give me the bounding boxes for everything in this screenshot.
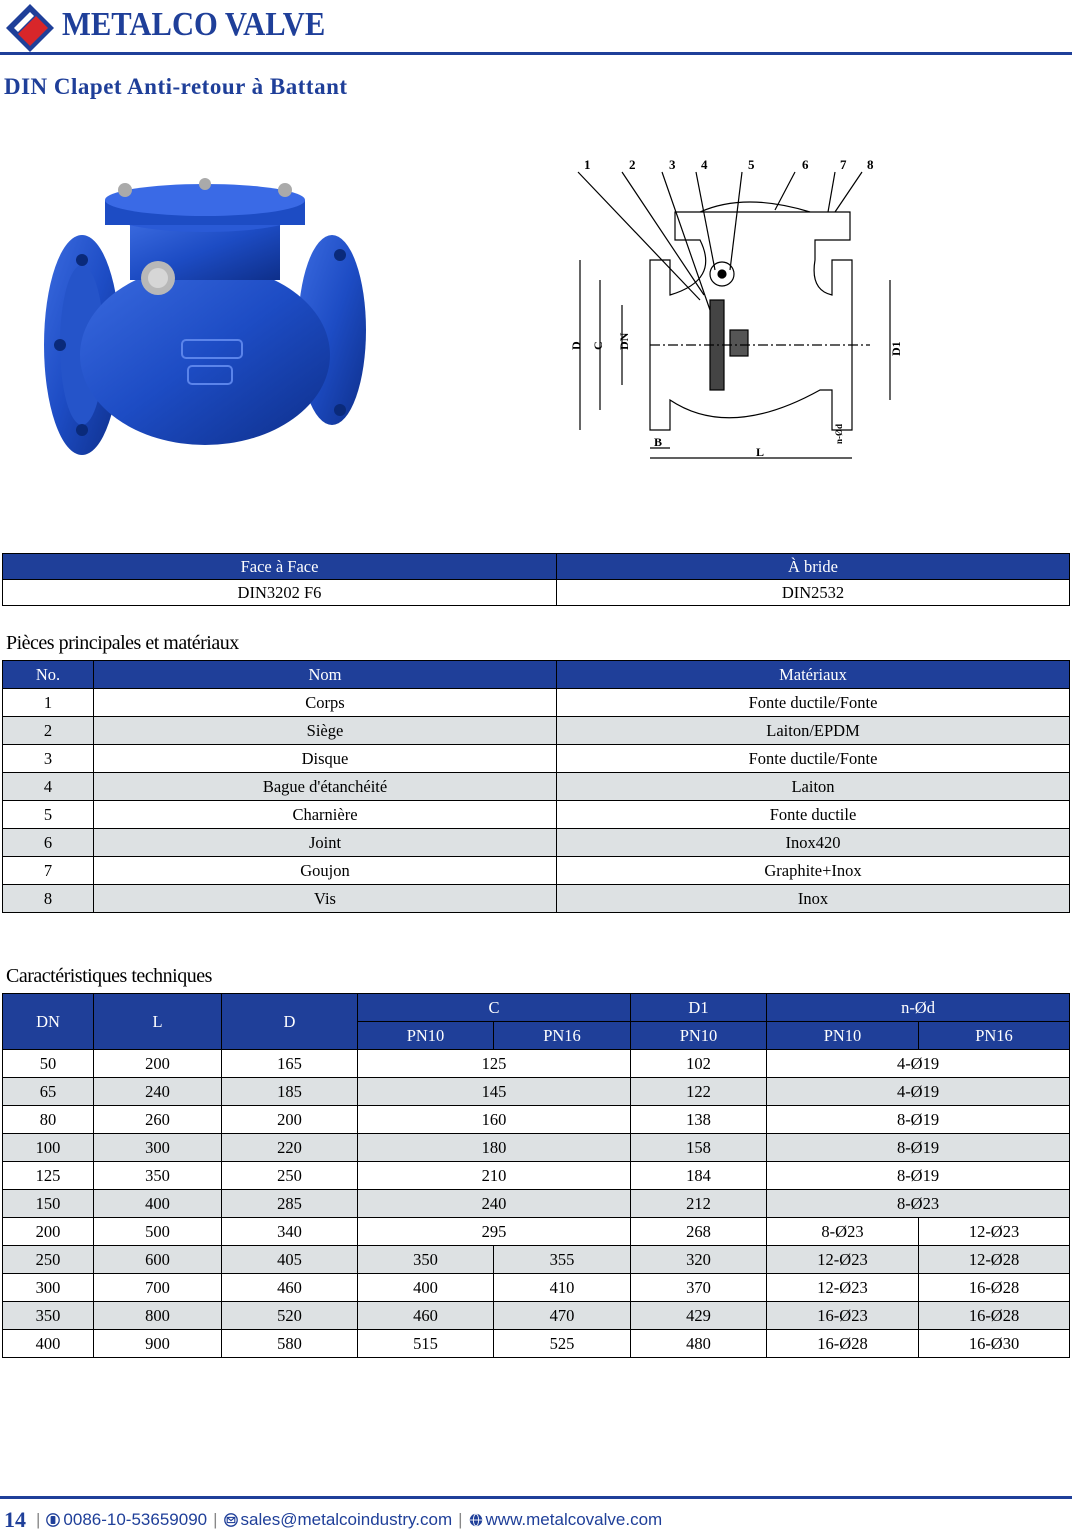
cell-nd-pn10: 16-Ø28 xyxy=(767,1330,919,1358)
cell-d1: 138 xyxy=(631,1106,767,1134)
cell-no: 7 xyxy=(3,857,94,885)
dim-label-dn: DN xyxy=(617,332,631,350)
cell-d: 250 xyxy=(222,1162,358,1190)
cell-d: 220 xyxy=(222,1134,358,1162)
table-row xyxy=(3,689,1070,717)
header-d: D xyxy=(222,994,358,1050)
cell-nd: 8-Ø19 xyxy=(767,1162,1070,1190)
cell-c-pn16: 470 xyxy=(494,1302,631,1330)
cell-material: Fonte ductile/Fonte xyxy=(557,689,1070,717)
dim-label-nd: n-Ød xyxy=(834,423,844,444)
header-nd: n-Ød xyxy=(767,994,1070,1022)
cell-dn: 65 xyxy=(3,1078,94,1106)
page-title: DIN Clapet Anti-retour à Battant xyxy=(4,74,348,99)
cell-nd: 8-Ø19 xyxy=(767,1106,1070,1134)
part-label-1: 1 xyxy=(584,157,591,172)
cell-d1: 158 xyxy=(631,1134,767,1162)
cell-d1: 429 xyxy=(631,1302,767,1330)
cell-material: Fonte ductile/Fonte xyxy=(557,745,1070,773)
standards-table xyxy=(2,553,1070,606)
table-row xyxy=(3,1302,1070,1330)
cell-c-pn16: 525 xyxy=(494,1330,631,1358)
header-materials: Matériaux xyxy=(557,661,1070,689)
cell-nd-pn16: 12-Ø28 xyxy=(919,1246,1070,1274)
cell-c-pn10: 460 xyxy=(358,1302,494,1330)
cell-dn: 200 xyxy=(3,1218,94,1246)
table-row xyxy=(3,1134,1070,1162)
footer-rule xyxy=(0,1496,1072,1499)
table-row xyxy=(3,829,1070,857)
dim-label-d: D xyxy=(569,341,583,350)
specs-heading: Caractéristiques techniques xyxy=(6,965,212,987)
dim-label-d1: D1 xyxy=(889,341,903,356)
cell-d: 580 xyxy=(222,1330,358,1358)
footer-website[interactable]: www.metalcovalve.com xyxy=(485,1510,663,1529)
cell-l: 400 xyxy=(94,1190,222,1218)
cell-c-pn16: 410 xyxy=(494,1274,631,1302)
cell-nd-pn16: 16-Ø28 xyxy=(919,1274,1070,1302)
cell-name: Disque xyxy=(94,745,557,773)
dim-label-l: L xyxy=(756,445,765,459)
cell-l: 900 xyxy=(94,1330,222,1358)
cell-c: 180 xyxy=(358,1134,631,1162)
header-face-to-face: Face à Face xyxy=(3,554,557,580)
cell-dn: 50 xyxy=(3,1050,94,1078)
phone-icon xyxy=(46,1513,60,1527)
cell-no: 5 xyxy=(3,801,94,829)
cell-nd-pn16: 12-Ø23 xyxy=(919,1218,1070,1246)
dim-label-b: B xyxy=(654,435,663,449)
cell-name: Goujon xyxy=(94,857,557,885)
part-label-4: 4 xyxy=(701,157,708,172)
cell-dn: 400 xyxy=(3,1330,94,1358)
cell-dn: 100 xyxy=(3,1134,94,1162)
cell-no: 6 xyxy=(3,829,94,857)
cell-dn: 250 xyxy=(3,1246,94,1274)
table-row xyxy=(3,1218,1070,1246)
cell-l: 260 xyxy=(94,1106,222,1134)
cell-l: 200 xyxy=(94,1050,222,1078)
cell-no: 3 xyxy=(3,745,94,773)
cell-d1: 212 xyxy=(631,1190,767,1218)
cell-d1: 370 xyxy=(631,1274,767,1302)
part-label-6: 6 xyxy=(802,157,809,172)
header-dn: DN xyxy=(3,994,94,1050)
table-row xyxy=(3,1078,1070,1106)
part-label-5: 5 xyxy=(748,157,755,172)
valve-drawing xyxy=(569,150,903,470)
table-row xyxy=(3,1246,1070,1274)
cell-dn: 350 xyxy=(3,1302,94,1330)
cell-c: 210 xyxy=(358,1162,631,1190)
page-number: 14 xyxy=(4,1507,26,1532)
part-label-3: 3 xyxy=(669,157,676,172)
part-label-8: 8 xyxy=(867,157,874,172)
cell-c: 295 xyxy=(358,1218,631,1246)
cell-c-pn10: 400 xyxy=(358,1274,494,1302)
table-row xyxy=(3,745,1070,773)
cell-c-pn10: 515 xyxy=(358,1330,494,1358)
brand-name: METALCO VALVE xyxy=(62,6,326,43)
cell-dn: 150 xyxy=(3,1190,94,1218)
parts-table xyxy=(2,660,1070,913)
cell-nd: 4-Ø19 xyxy=(767,1050,1070,1078)
cell-nd: 8-Ø19 xyxy=(767,1134,1070,1162)
logo-icon xyxy=(4,2,56,54)
cell-c: 240 xyxy=(358,1190,631,1218)
table-row xyxy=(3,1190,1070,1218)
cell-no: 8 xyxy=(3,885,94,913)
cell-no: 1 xyxy=(3,689,94,717)
cell-material: Graphite+Inox xyxy=(557,857,1070,885)
cell-nd: 8-Ø23 xyxy=(767,1190,1070,1218)
cell-c: 125 xyxy=(358,1050,631,1078)
cell-dn: 80 xyxy=(3,1106,94,1134)
cell-nd-pn10: 12-Ø23 xyxy=(767,1246,919,1274)
email-icon xyxy=(224,1513,238,1527)
cell-material: Laiton/EPDM xyxy=(557,717,1070,745)
cell-nd-pn10: 12-Ø23 xyxy=(767,1274,919,1302)
cell-d1: 320 xyxy=(631,1246,767,1274)
sub-c-pn16: PN16 xyxy=(494,1022,631,1050)
table-row xyxy=(3,1050,1070,1078)
table-row xyxy=(3,885,1070,913)
part-label-2: 2 xyxy=(629,157,636,172)
cell-d1: 102 xyxy=(631,1050,767,1078)
sub-nd-pn10: PN10 xyxy=(767,1022,919,1050)
header-d1: D1 xyxy=(631,994,767,1022)
cell-l: 800 xyxy=(94,1302,222,1330)
table-row xyxy=(3,857,1070,885)
cell-d: 460 xyxy=(222,1274,358,1302)
cell-material: Laiton xyxy=(557,773,1070,801)
table-row xyxy=(3,1162,1070,1190)
sub-nd-pn16: PN16 xyxy=(919,1022,1070,1050)
cell-nd-pn16: 16-Ø30 xyxy=(919,1330,1070,1358)
cell-material: Inox xyxy=(557,885,1070,913)
cell-d: 285 xyxy=(222,1190,358,1218)
footer: 14 | 0086-10-53659090 | sales@metalcoindustry.com | www.metalcovalve.com xyxy=(4,1507,663,1532)
cell-d1: 122 xyxy=(631,1078,767,1106)
header-no: No. xyxy=(3,661,94,689)
cell-name: Corps xyxy=(94,689,557,717)
cell-material: Inox420 xyxy=(557,829,1070,857)
cell-dn: 300 xyxy=(3,1274,94,1302)
footer-phone: 0086-10-53659090 xyxy=(63,1510,208,1529)
cell-c: 160 xyxy=(358,1106,631,1134)
cell-c: 145 xyxy=(358,1078,631,1106)
table-row xyxy=(3,1274,1070,1302)
cell-name: Joint xyxy=(94,829,557,857)
specs-table xyxy=(2,993,1070,1358)
cell-name: Bague d'étanchéité xyxy=(94,773,557,801)
header-flange: À bride xyxy=(557,554,1070,580)
sub-c-pn10: PN10 xyxy=(358,1022,494,1050)
cell-nd-pn16: 16-Ø28 xyxy=(919,1302,1070,1330)
footer-email[interactable]: sales@metalcoindustry.com xyxy=(240,1510,453,1529)
cell-d1: 268 xyxy=(631,1218,767,1246)
dim-label-c: C xyxy=(591,341,605,350)
value-face-to-face: DIN3202 F6 xyxy=(3,580,557,606)
cell-d1: 480 xyxy=(631,1330,767,1358)
cell-l: 700 xyxy=(94,1274,222,1302)
header-rule xyxy=(0,52,1072,55)
table-row xyxy=(3,773,1070,801)
cell-d: 520 xyxy=(222,1302,358,1330)
cell-nd: 4-Ø19 xyxy=(767,1078,1070,1106)
cell-d: 185 xyxy=(222,1078,358,1106)
header-l: L xyxy=(94,994,222,1050)
cell-no: 4 xyxy=(3,773,94,801)
cell-d1: 184 xyxy=(631,1162,767,1190)
part-label-7: 7 xyxy=(840,157,847,172)
valve-photo xyxy=(40,180,370,460)
header-c: C xyxy=(358,994,631,1022)
cell-l: 300 xyxy=(94,1134,222,1162)
cell-name: Vis xyxy=(94,885,557,913)
cell-c-pn10: 350 xyxy=(358,1246,494,1274)
cell-l: 350 xyxy=(94,1162,222,1190)
cell-no: 2 xyxy=(3,717,94,745)
cell-d: 405 xyxy=(222,1246,358,1274)
table-row xyxy=(3,1106,1070,1134)
cell-name: Charnière xyxy=(94,801,557,829)
table-row xyxy=(3,801,1070,829)
table-row xyxy=(3,1330,1070,1358)
cell-material: Fonte ductile xyxy=(557,801,1070,829)
cell-nd-pn10: 8-Ø23 xyxy=(767,1218,919,1246)
globe-icon xyxy=(469,1513,483,1527)
cell-dn: 125 xyxy=(3,1162,94,1190)
cell-l: 240 xyxy=(94,1078,222,1106)
header-name: Nom xyxy=(94,661,557,689)
cell-l: 600 xyxy=(94,1246,222,1274)
cell-d: 340 xyxy=(222,1218,358,1246)
cell-c-pn16: 355 xyxy=(494,1246,631,1274)
cell-d: 200 xyxy=(222,1106,358,1134)
parts-heading: Pièces principales et matériaux xyxy=(6,632,239,654)
table-row xyxy=(3,717,1070,745)
cell-d: 165 xyxy=(222,1050,358,1078)
cell-nd-pn10: 16-Ø23 xyxy=(767,1302,919,1330)
cell-name: Siège xyxy=(94,717,557,745)
cell-l: 500 xyxy=(94,1218,222,1246)
sub-d1-pn10: PN10 xyxy=(631,1022,767,1050)
value-flange: DIN2532 xyxy=(557,580,1070,606)
